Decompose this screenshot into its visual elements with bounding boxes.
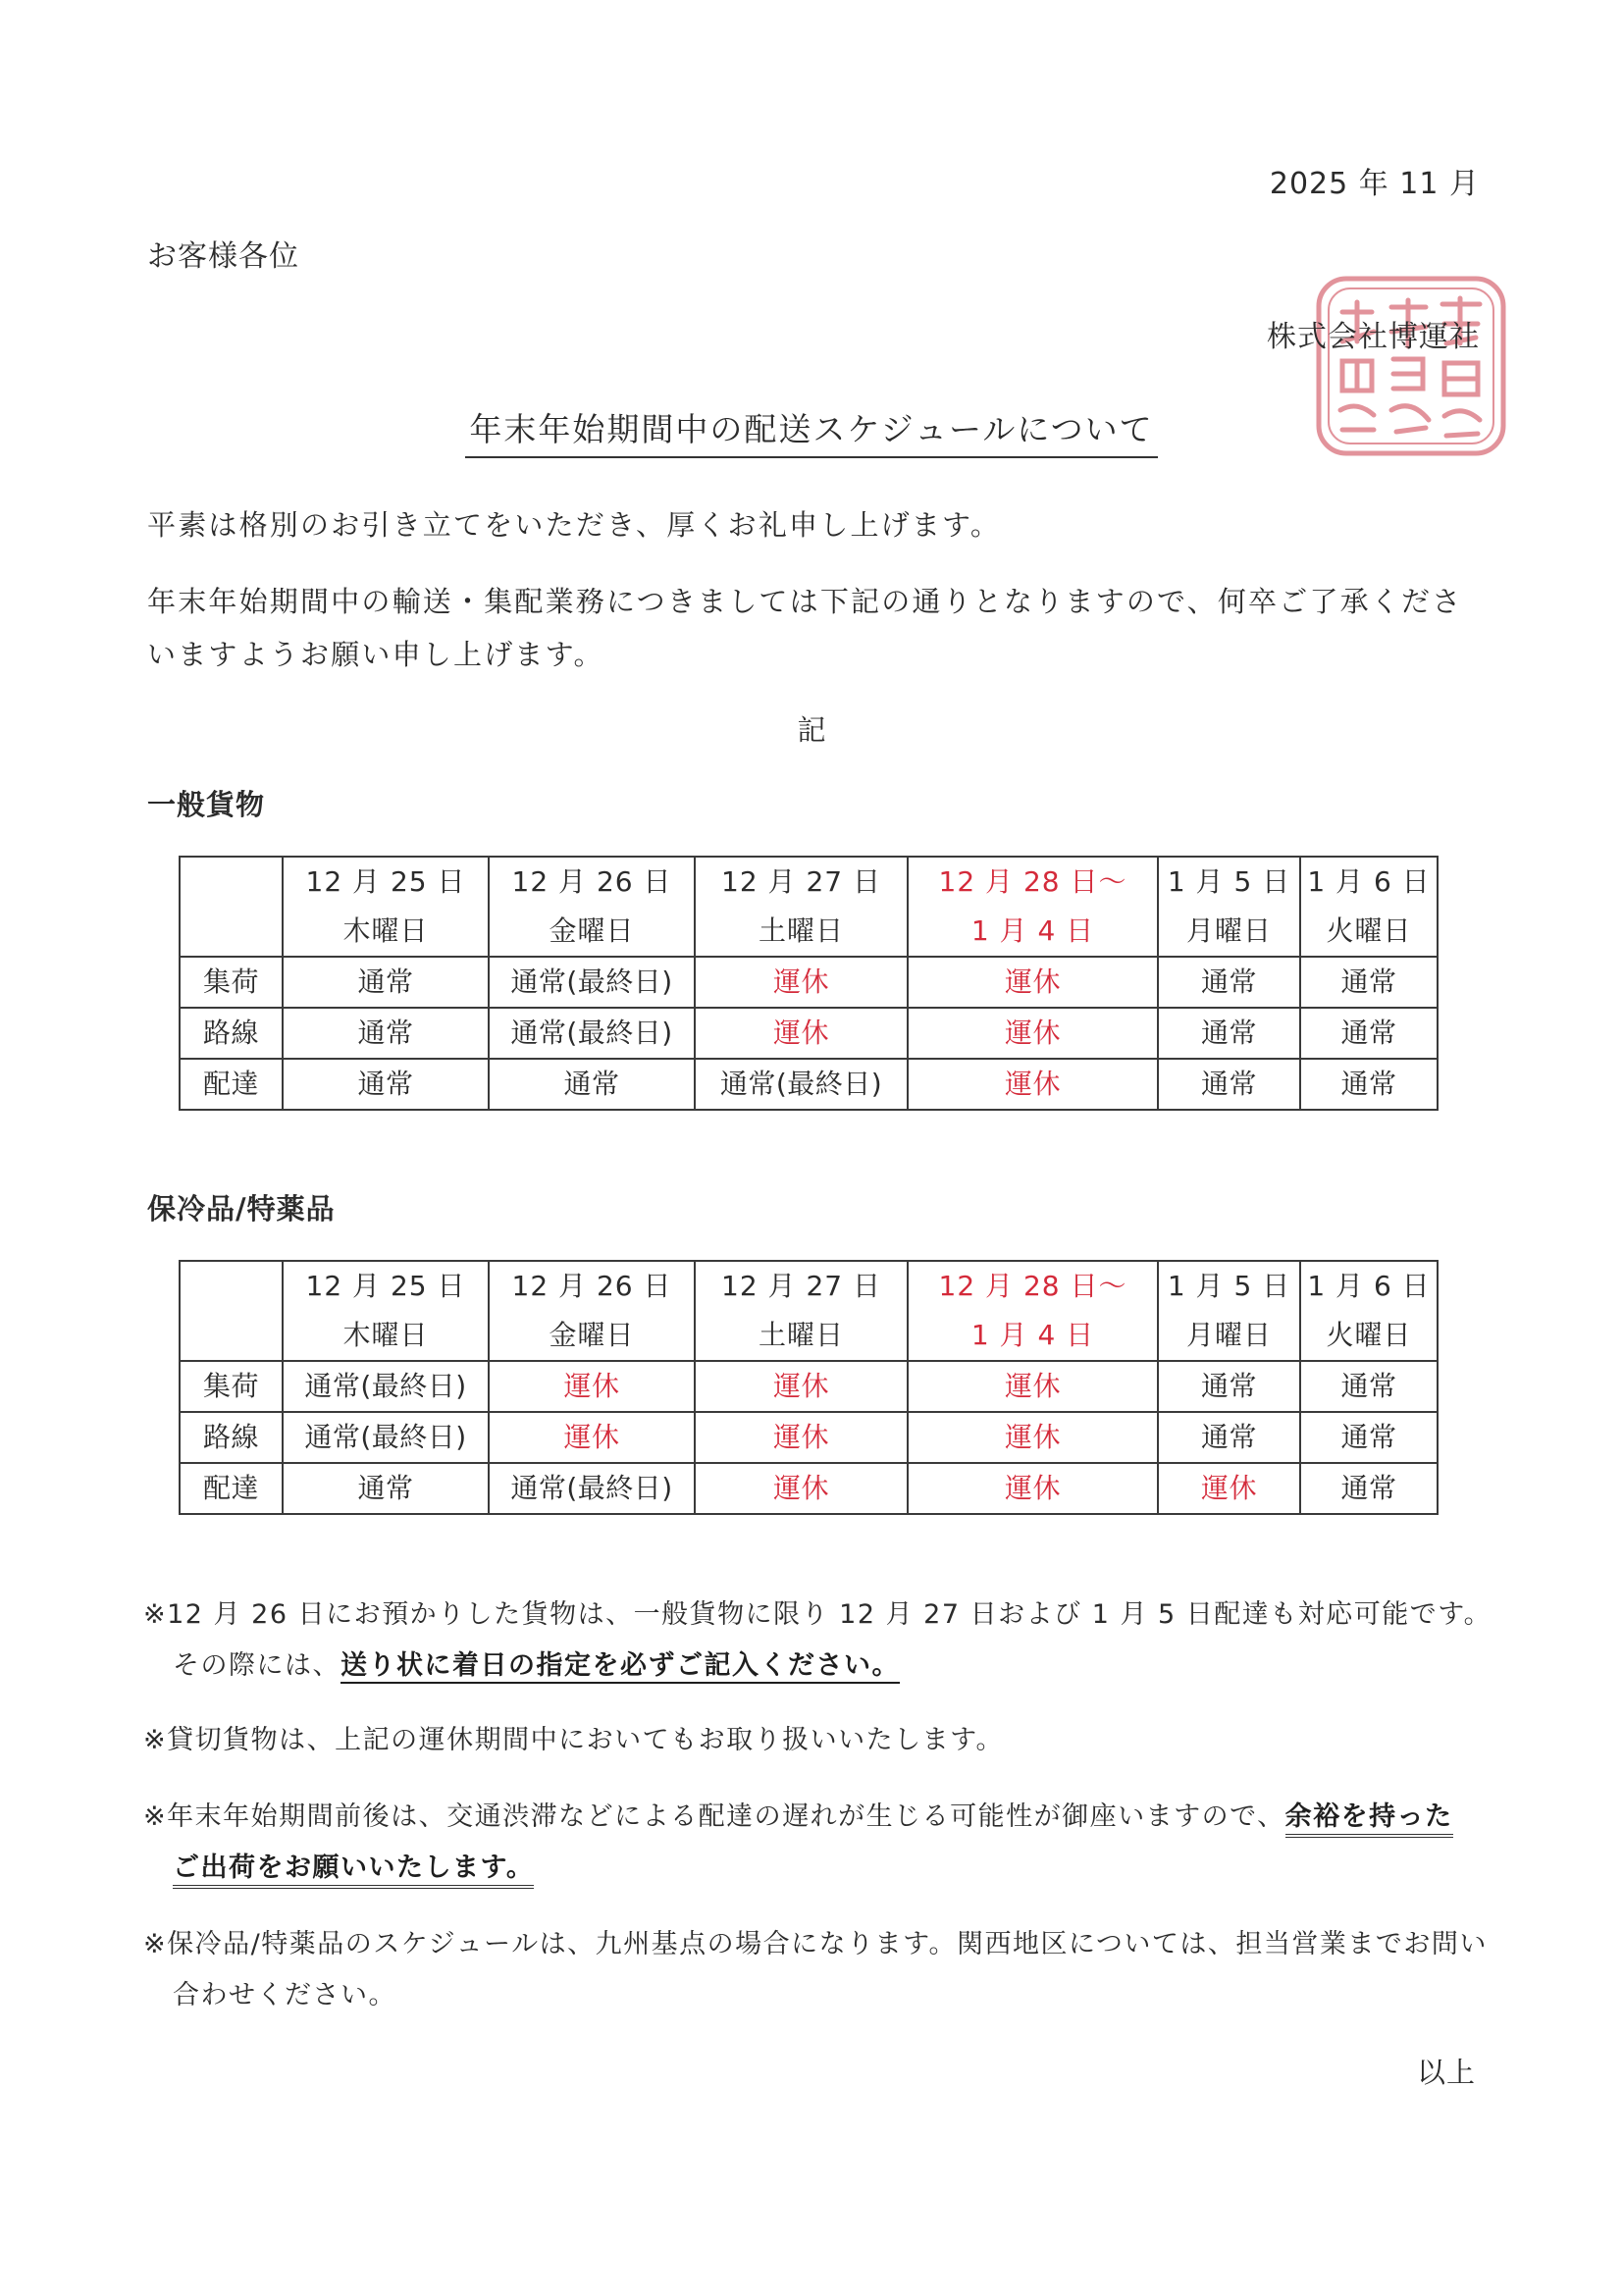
recipient: お客様各位 [147, 239, 299, 274]
row-label: 配達 [180, 1059, 283, 1110]
corner-cell [180, 857, 283, 957]
note-charter-cargo: ※貸切貨物は、上記の運休期間中においてもお取り扱いいたします。 [143, 1725, 1004, 1755]
table-row [180, 1463, 1438, 1514]
table-cell: 通常 [1158, 1059, 1300, 1110]
general-cargo-schedule-table [179, 856, 1439, 1111]
table-header-row [180, 1261, 1438, 1361]
table-cell: 通常 [1300, 1059, 1438, 1110]
note-line: 合わせください。 [173, 1980, 396, 2010]
table-cell-suspended: 運休 [489, 1361, 695, 1412]
note-cold-schedule-region [143, 1919, 1497, 2021]
document-title-text: 年末年始期間中の配送スケジュールについて [465, 404, 1157, 458]
table-cell: 通常(最終日) [283, 1412, 489, 1463]
table-cell: 通常 [283, 957, 489, 1008]
note-line: ※12 月 26 日にお預かりした貨物は、一般貨物に限り 12 月 27 日および 1 月 5 日配達も対応可能です。 [143, 1599, 1492, 1630]
greeting-paragraph: 平素は格別のお引き立てをいただき、厚くお礼申し上げます。 [147, 508, 1002, 542]
table-cell: 通常 [489, 1059, 695, 1110]
table-cell: 通常(最終日) [489, 1008, 695, 1059]
column-header: 1 月 6 日 火曜日 [1300, 857, 1438, 957]
table-cell: 通常(最終日) [283, 1361, 489, 1412]
column-header: 12 月 27 日 土曜日 [695, 857, 908, 957]
table-cell: 通常 [283, 1059, 489, 1110]
row-label: 路線 [180, 1412, 283, 1463]
table-cell: 通常 [1300, 1361, 1438, 1412]
table-cell: 通常 [1158, 957, 1300, 1008]
table-cell: 通常 [283, 1463, 489, 1514]
table-cell: 通常 [1158, 1361, 1300, 1412]
column-header: 1 月 6 日 火曜日 [1300, 1261, 1438, 1361]
table-cell-suspended: 運休 [908, 1412, 1158, 1463]
note-line: ※保冷品/特薬品のスケジュールは、九州基点の場合になります。関西地区については、担当営業までお問い [143, 1929, 1488, 1959]
table-row [180, 957, 1438, 1008]
table-cell-suspended: 運休 [695, 1412, 908, 1463]
closing-mark: 以上 [1416, 2056, 1476, 2089]
table-cell: 通常 [283, 1008, 489, 1059]
row-label: 集荷 [180, 957, 283, 1008]
table-cell: 通常 [1158, 1412, 1300, 1463]
column-header: 12 月 26 日 金曜日 [489, 857, 695, 957]
general-cargo-heading: 一般貨物 [147, 788, 266, 821]
table-cell: 通常 [1300, 1008, 1438, 1059]
document-date: 2025 年 11 月 [1269, 167, 1480, 201]
table-row [180, 1361, 1438, 1412]
cold-medicine-schedule-table [179, 1260, 1439, 1515]
column-header-holiday-period: 12 月 28 日～ 1 月 4 日 [908, 857, 1158, 957]
note-emphasis: 送り状に着日の指定を必ずご記入ください。 [340, 1650, 900, 1681]
table-row [180, 1008, 1438, 1059]
note-line [143, 1843, 1497, 1894]
table-row [180, 1059, 1438, 1110]
row-label: 配達 [180, 1463, 283, 1514]
column-header-holiday-period: 12 月 28 日～ 1 月 4 日 [908, 1261, 1158, 1361]
row-label: 路線 [180, 1008, 283, 1059]
note-traffic-delay [143, 1792, 1497, 1894]
note-line: その際には、送り状に着日の指定を必ずご記入ください。 [173, 1650, 900, 1681]
table-cell: 通常 [1300, 957, 1438, 1008]
column-header: 12 月 27 日 土曜日 [695, 1261, 908, 1361]
table-cell: 通常(最終日) [489, 957, 695, 1008]
note-dec26-delivery [143, 1590, 1497, 1692]
table-cell-suspended: 運休 [908, 1059, 1158, 1110]
table-cell-suspended: 運休 [908, 957, 1158, 1008]
table-cell-suspended: 運休 [908, 1008, 1158, 1059]
table-cell-suspended: 運休 [489, 1412, 695, 1463]
column-header: 1 月 5 日 月曜日 [1158, 857, 1300, 957]
table-cell: 通常 [1158, 1008, 1300, 1059]
column-header: 12 月 25 日 木曜日 [283, 1261, 489, 1361]
table-cell-suspended: 運休 [695, 1008, 908, 1059]
table-cell: 通常(最終日) [489, 1463, 695, 1514]
cold-medicine-heading: 保冷品/特薬品 [147, 1192, 336, 1226]
note-emphasis: ご出荷をお願いいたします。 [173, 1852, 534, 1889]
table-cell-suspended: 運休 [908, 1463, 1158, 1514]
column-header: 1 月 5 日 月曜日 [1158, 1261, 1300, 1361]
table-cell-suspended: 運休 [908, 1361, 1158, 1412]
ki-marker: 記 [797, 713, 826, 747]
note-emphasis: 余裕を持った [1285, 1801, 1453, 1838]
company-seal-stamp [1313, 273, 1509, 459]
table-cell: 通常(最終日) [695, 1059, 908, 1110]
table-cell-suspended: 運休 [695, 1463, 908, 1514]
column-header: 12 月 26 日 金曜日 [489, 1261, 695, 1361]
table-cell: 通常 [1300, 1463, 1438, 1514]
table-cell-suspended: 運休 [695, 957, 908, 1008]
notice-paragraph: 年末年始期間中の輸送・集配業務につきましては下記の通りとなりますので、何卒ご了承くださいますようお願い申し上げます。 [147, 585, 1463, 671]
table-cell-suspended: 運休 [1158, 1463, 1300, 1514]
company-name: 株式会社博運社 [1267, 320, 1480, 354]
note-line: ※年末年始期間前後は、交通渋滞などによる配達の遅れが生じる可能性が御座いますので、余裕を持った [143, 1792, 1497, 1843]
table-cell-suspended: 運休 [695, 1361, 908, 1412]
corner-cell [180, 1261, 283, 1361]
row-label: 集荷 [180, 1361, 283, 1412]
column-header: 12 月 25 日 木曜日 [283, 857, 489, 957]
table-row [180, 1412, 1438, 1463]
table-header-row [180, 857, 1438, 957]
table-cell: 通常 [1300, 1412, 1438, 1463]
